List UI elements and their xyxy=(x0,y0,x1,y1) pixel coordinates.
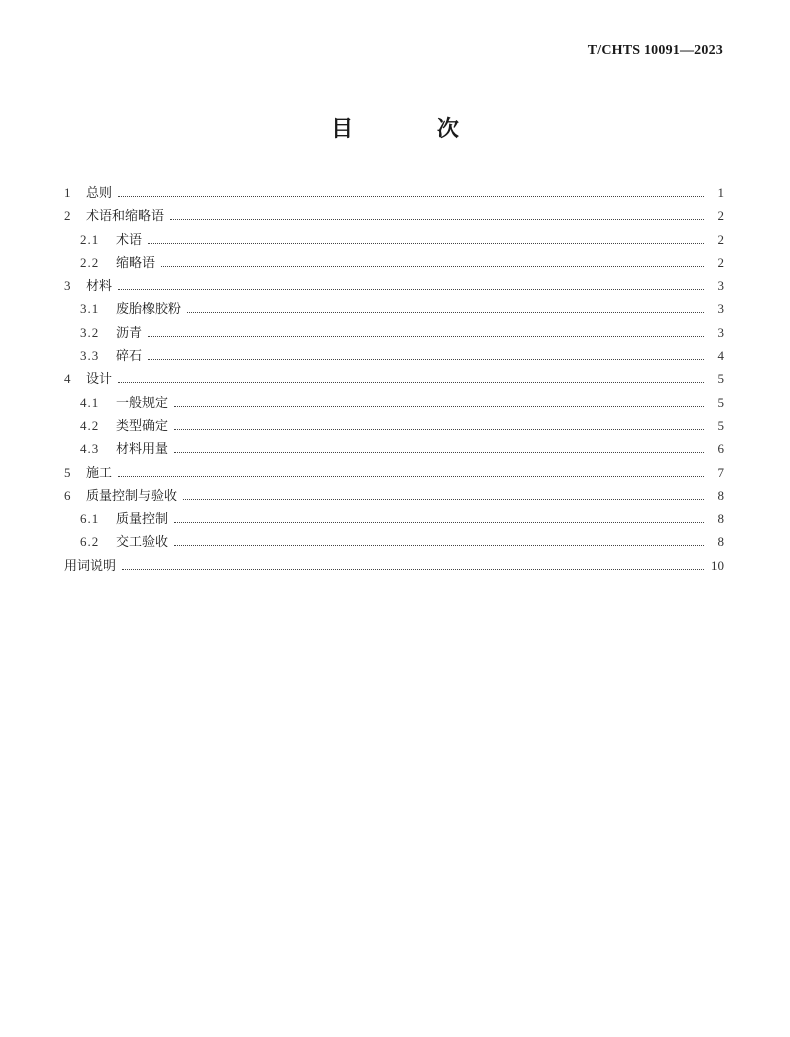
toc-entry-page-number: 3 xyxy=(717,278,724,294)
toc-entry-page-number: 3 xyxy=(717,324,724,340)
toc-entry[interactable] xyxy=(64,391,724,414)
toc-entry-number: 4.2 xyxy=(80,417,100,433)
toc-entry-number: 4.3 xyxy=(80,441,100,457)
toc-entry-number: 6.2 xyxy=(80,534,100,550)
toc-entry[interactable] xyxy=(64,414,724,437)
toc-entry-page-number: 6 xyxy=(717,441,724,457)
toc-entry[interactable] xyxy=(64,228,724,251)
toc-entry-page-number: 5 xyxy=(717,371,724,387)
toc-entry[interactable] xyxy=(64,297,724,320)
toc-dot-leader xyxy=(161,266,704,267)
toc-entry[interactable] xyxy=(64,344,724,367)
toc-entry-label: 沥青 xyxy=(116,325,143,341)
toc-entry[interactable] xyxy=(64,437,724,460)
toc-dot-leader xyxy=(118,196,704,197)
toc-entry-label: 术语 xyxy=(116,232,143,248)
toc-entry-page-number: 8 xyxy=(717,534,724,550)
toc-entry-number: 4.1 xyxy=(80,394,100,410)
toc-entry-number: 6 xyxy=(64,487,71,503)
toc-dot-leader xyxy=(174,452,704,453)
document-code: T/CHTS 10091—2023 xyxy=(587,43,723,58)
toc-entry-page-number: 2 xyxy=(717,208,724,224)
toc-entry-label: 一般规定 xyxy=(116,395,169,411)
toc-dot-leader xyxy=(174,522,704,523)
toc-entry-number: 3.2 xyxy=(80,324,100,340)
toc-entry-page-number: 2 xyxy=(717,231,724,247)
toc-entry-label: 总则 xyxy=(86,186,113,201)
toc-entry-number: 3.3 xyxy=(80,348,100,364)
page-title: 目 次 xyxy=(331,117,497,142)
toc-entry[interactable] xyxy=(64,181,724,204)
toc-dot-leader xyxy=(148,336,704,337)
toc-dot-leader xyxy=(148,359,704,360)
toc-entry-page-number: 4 xyxy=(717,348,724,364)
toc-dot-leader xyxy=(118,382,704,383)
toc-entry-label: 类型确定 xyxy=(116,418,169,434)
toc-entry[interactable] xyxy=(64,554,724,577)
toc-entry-label: 缩略语 xyxy=(116,255,156,271)
toc-entry-label: 设计 xyxy=(86,372,113,388)
toc-entry-label: 质量控制 xyxy=(116,512,169,528)
toc-entry[interactable] xyxy=(64,461,724,484)
toc-dot-leader xyxy=(183,499,704,500)
toc-dot-leader xyxy=(174,429,704,430)
toc-entry-page-number: 8 xyxy=(717,487,724,503)
toc-entry-page-number: 7 xyxy=(717,464,724,480)
toc-entry-number: 2.1 xyxy=(80,231,100,247)
toc-dot-leader xyxy=(122,569,704,570)
toc-entry-page-number: 2 xyxy=(717,254,724,270)
toc-entry-page-number: 3 xyxy=(717,301,724,317)
toc-dot-leader xyxy=(170,219,704,220)
toc-entry-number: 2 xyxy=(64,208,71,224)
toc-entry[interactable] xyxy=(64,321,724,344)
toc-entry[interactable] xyxy=(64,204,724,227)
toc-entry-label: 材料 xyxy=(86,279,113,295)
toc-entry-label: 材料用量 xyxy=(116,442,169,458)
toc-entry[interactable] xyxy=(64,367,724,390)
toc-entry-number: 3 xyxy=(64,278,71,294)
toc-entry-page-number: 5 xyxy=(717,394,724,410)
toc-entry[interactable] xyxy=(64,484,724,507)
toc-entry-label: 施工 xyxy=(86,465,113,481)
toc-entry-number: 2.2 xyxy=(80,254,100,270)
toc-entry-page-number: 10 xyxy=(711,557,724,573)
toc-entry-label: 交工验收 xyxy=(116,535,169,551)
toc-entry-number: 5 xyxy=(64,464,71,480)
toc-entry-page-number: 8 xyxy=(717,511,724,527)
toc-dot-leader xyxy=(148,243,704,244)
toc-entry-page-number: 5 xyxy=(717,417,724,433)
table-of-contents xyxy=(64,181,724,577)
toc-entry-number: 4 xyxy=(64,371,71,387)
toc-entry-label: 废胎橡胶粉 xyxy=(116,302,182,318)
toc-entry-number: 6.1 xyxy=(80,511,100,527)
toc-entry-label: 术语和缩略语 xyxy=(86,209,165,225)
toc-entry[interactable] xyxy=(64,251,724,274)
toc-entry-label: 碎石 xyxy=(116,349,143,365)
toc-entry[interactable] xyxy=(64,507,724,530)
toc-dot-leader xyxy=(118,476,704,477)
toc-dot-leader xyxy=(187,312,704,313)
toc-entry-number: 3.1 xyxy=(80,301,100,317)
toc-entry[interactable] xyxy=(64,530,724,553)
toc-entry-label: 质量控制与验收 xyxy=(86,488,178,504)
toc-dot-leader xyxy=(174,406,704,407)
toc-entry-number: 1 xyxy=(64,185,71,200)
toc-entry-page-number: 1 xyxy=(717,185,724,200)
toc-dot-leader xyxy=(174,545,704,546)
toc-entry[interactable] xyxy=(64,274,724,297)
toc-dot-leader xyxy=(118,289,704,290)
toc-entry-label: 用词说明 xyxy=(64,558,117,574)
